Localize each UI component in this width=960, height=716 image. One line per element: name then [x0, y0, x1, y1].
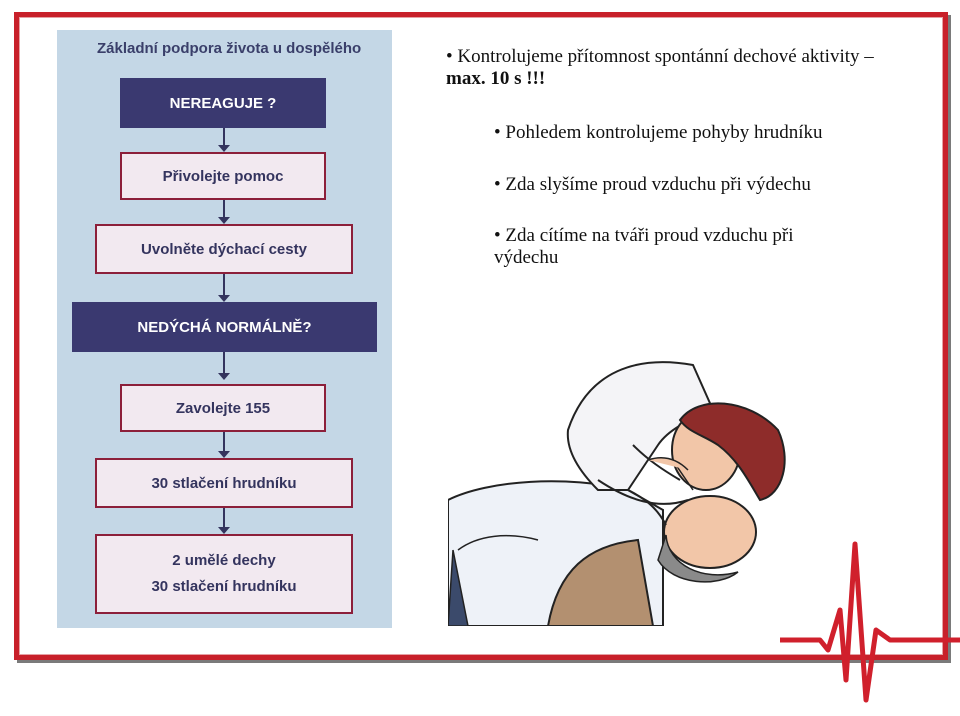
bullet-check-breathing [446, 46, 886, 90]
bullet-look-chest: • Pohledem kontrolujeme pohyby hrudníku [494, 122, 823, 143]
flow-arrow [223, 274, 225, 296]
ecg-trace [780, 530, 960, 716]
step-not-breathing: NEDÝCHÁ NORMÁLNĚ? [72, 302, 377, 352]
step-breaths-line: 2 umělé dechy [172, 552, 276, 569]
step-open-airway: Uvolněte dýchací cesty [95, 224, 353, 274]
step-breaths-compressions [95, 534, 353, 614]
flow-arrow [223, 200, 225, 218]
step-unresponsive: NEREAGUJE ? [120, 78, 326, 128]
flowchart [57, 30, 392, 628]
flow-arrow [223, 128, 225, 146]
flowchart-title: Základní podpora života u dospělého [97, 40, 362, 57]
breathing-check-illustration [448, 350, 792, 626]
bullet-listen-air: • Zda slyšíme proud vzduchu při výdechu [494, 174, 811, 195]
step-call-help: Přivolejte pomoc [120, 152, 326, 200]
flow-arrow [223, 508, 225, 528]
step-call-155: Zavolejte 155 [120, 384, 326, 432]
step-compressions-line: 30 stlačení hrudníku [151, 578, 297, 595]
step-compressions: 30 stlačení hrudníku [95, 458, 353, 508]
flow-arrow [223, 432, 225, 452]
bullet-feel-air: • Zda cítíme na tváři proud vzduchu při výdechu [494, 225, 794, 268]
flow-arrow [223, 352, 225, 374]
bullet-check-breathing-text: • Kontrolujeme přítomnost spontánní dechové aktivity – [446, 46, 874, 67]
bullet-time-limit: max. 10 s !!! [446, 68, 546, 89]
